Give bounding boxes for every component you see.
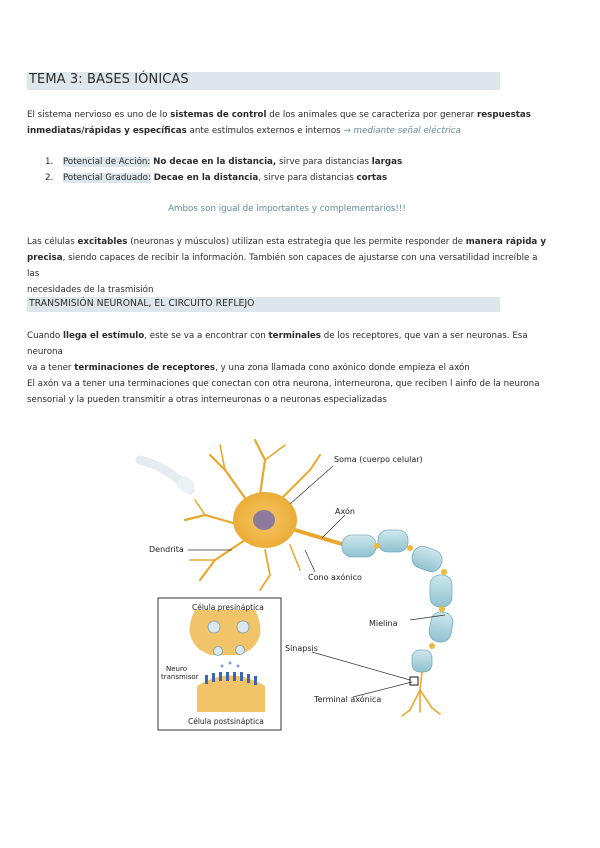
axon-line [295,530,345,545]
p4-line-2: sensorial y la pueden transmitir a otras interneuronas o a neuronas especializadas [27,395,387,405]
intro-bold-1: sistemas de control [170,110,267,120]
list-bold: No decae en la distancia, [153,157,277,167]
label-neurotransmitter-2: transmisor [161,673,199,681]
section-title: TRANSMISIÓN NEURONAL, EL CIRCUITO REFLEJO [29,298,255,309]
list-bold: Decae en la distancia [153,173,259,183]
p3-text-1: Cuando [27,331,63,341]
p3-text-3: de los receptores, que van a ser neuronas. Esa neurona [27,331,528,357]
p2-text-3: , siendo capaces de recibir la información. También son capaces de ajustarse con una versatilidad increíble a las [27,253,538,279]
nucleus [253,510,275,530]
label-myelin: Mielina [369,619,398,628]
incoming-axon [140,460,197,495]
label-soma: Soma (cuerpo celular) [334,455,423,464]
p3-text-5: , y una zona llamada cono axónico donde empieza el axón [215,363,470,373]
list-bold-end: cortas [356,173,388,183]
p3-text-2: , este se va a encontrar con [144,331,269,341]
p3-bold-3: terminaciones de receptores [74,363,216,373]
myelin-sheath [342,530,454,672]
label-neurotransmitter-1: Neuro [166,665,187,673]
p3-bold-1: llega el estímulo [63,331,145,341]
p2-text-4: necesidades de la trasmisión [27,285,154,295]
label-cone: Cono axónico [308,573,362,582]
p2-text-2: (neuronas y músculos) utilizan esta estrategia que les permite responder de [127,237,466,247]
intro-bold-3: inmediatas/rápidas y específicas [27,126,187,136]
list-label-highlight: Potencial de Acción: [63,157,151,167]
terminal-marker [410,677,418,685]
intro-text-1: El sistema nervioso es uno de lo [27,110,171,120]
page-title: TEMA 3: BASES IÓNICAS [29,72,189,87]
list-bold-end: largas [371,157,403,167]
label-terminal: Terminal axónica [314,695,382,704]
label-dendrite: Dendrita [149,545,184,554]
label-synapse: Sinapsis [285,644,318,653]
list-number: 1. [45,157,54,167]
intro-text-3: ante estímulos externos e internos [186,126,344,136]
label-postsynaptic: Célula postsináptica [188,717,264,726]
list-number: 2. [45,173,54,183]
list-text: sirve para distancias [276,157,372,167]
p4-line-1: El axón va a tener una terminaciones que conectan con otra neurona, interneurona, que reciben l ainfo de la neurona [27,379,540,389]
p3-text-4: va a tener [27,363,75,373]
center-note: Ambos son igual de importantes y complementarios!!! [168,204,406,214]
p2-text-1: Las células [27,237,78,247]
label-axon: Axón [335,507,355,516]
list-text: , sirve para distancias [258,173,357,183]
intro-link-text: → mediante señal eléctrica [343,126,461,136]
p2-bold-2: manera rápida y [465,237,546,247]
label-presynaptic: Célula presináptica [192,603,264,612]
p2-bold-1: excitables [77,237,128,247]
p2-bold-3: precisa [27,253,63,263]
synapse-inset [158,598,281,730]
axon-terminal-branches [402,672,440,716]
intro-text-2: de los animales que se caracteriza por generar [266,110,477,120]
list-label-highlight: Potencial Graduado: [63,173,151,183]
p3-bold-2: terminales [268,331,321,341]
intro-bold-2: respuestas [476,110,531,120]
